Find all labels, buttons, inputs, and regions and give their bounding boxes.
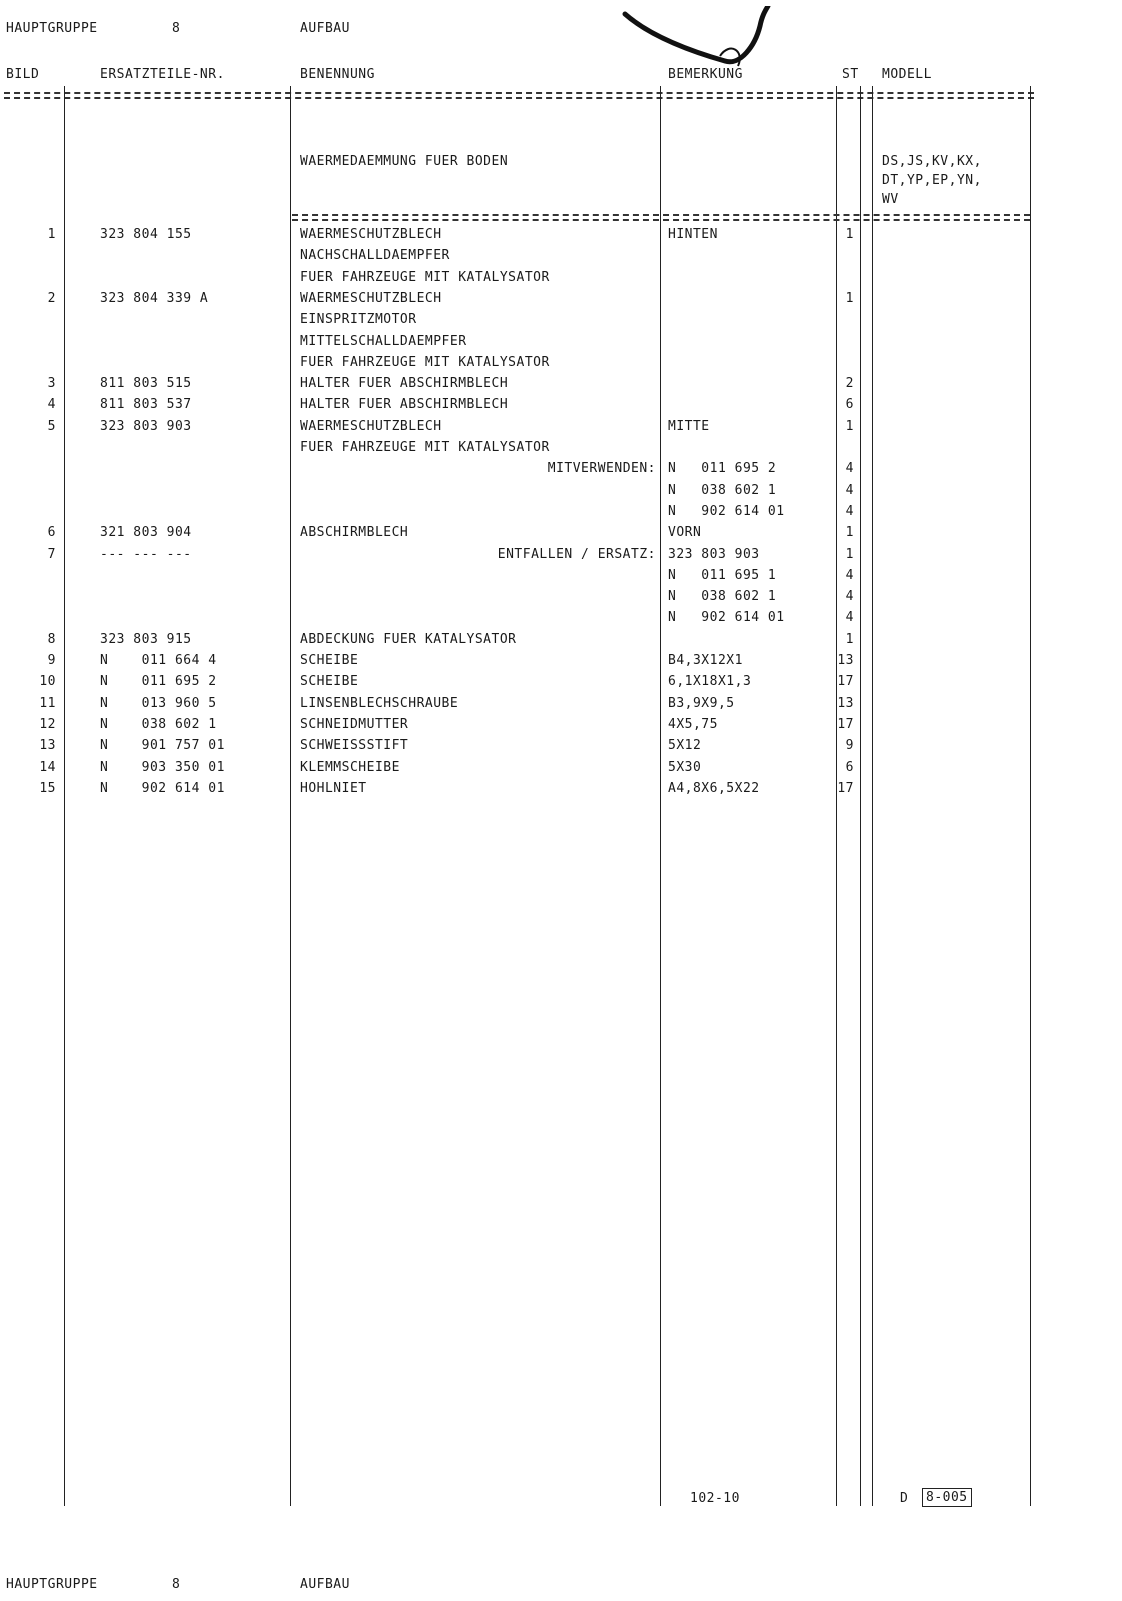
row-bild: 1 — [47, 227, 56, 242]
row-part-number: 321 803 904 — [100, 525, 192, 540]
reference-code-box: 8-005 — [922, 1488, 972, 1507]
row-bild: 15 — [39, 781, 56, 796]
row-st: 4 — [845, 568, 854, 583]
row-part-number: 811 803 537 — [100, 397, 192, 412]
row-part-number: N 011 695 2 — [100, 674, 217, 689]
col-header-modell: MODELL — [882, 67, 932, 82]
row-bemerkung: B3,9X9,5 — [668, 696, 735, 711]
row-bild: 10 — [39, 674, 56, 689]
row-bemerkung: A4,8X6,5X22 — [668, 781, 760, 796]
row-benennung: SCHEIBE — [300, 674, 359, 689]
row-benennung: FUER FAHRZEUGE MIT KATALYSATOR — [300, 355, 550, 370]
row-benennung: EINSPRITZMOTOR — [300, 312, 417, 327]
row-bemerkung: 5X30 — [668, 760, 702, 775]
row-part-number: N 901 757 01 — [100, 738, 225, 753]
row-bemerkung: N 011 695 1 — [668, 568, 777, 583]
row-st: 4 — [845, 589, 854, 604]
row-st: 1 — [845, 547, 854, 562]
row-benennung: WAERMESCHUTZBLECH — [300, 419, 442, 434]
row-bild: 11 — [39, 696, 56, 711]
row-st: 13 — [837, 696, 854, 711]
row-bemerkung: 5X12 — [668, 738, 702, 753]
row-benennung: NACHSCHALLDAEMPFER — [300, 248, 450, 263]
col-divider-3 — [660, 86, 661, 1506]
col-header-bemerkung: BEMERKUNG — [668, 67, 743, 82]
row-part-number: N 013 960 5 — [100, 696, 217, 711]
row-part-number: --- --- --- — [100, 547, 192, 562]
row-st: 6 — [845, 397, 854, 412]
col-divider-4 — [836, 86, 837, 1506]
row-benennung: HALTER FUER ABSCHIRMBLECH — [300, 376, 509, 391]
row-st: 13 — [837, 653, 854, 668]
section-modell-line-2: DT,YP,EP,YN, — [882, 173, 982, 188]
section-separator-bottom — [292, 219, 1030, 221]
section-modell-line-1: DS,JS,KV,KX, — [882, 154, 982, 169]
row-benennung-right: ENTFALLEN / ERSATZ: — [497, 547, 656, 562]
row-bemerkung: N 011 695 2 — [668, 461, 777, 476]
row-st: 1 — [845, 525, 854, 540]
row-st: 4 — [845, 610, 854, 625]
row-part-number: 323 804 339 A — [100, 291, 209, 306]
col-divider-5 — [860, 86, 861, 1506]
section-title: WAERMEDAEMMUNG FUER BODEN — [300, 154, 509, 169]
row-benennung: SCHNEIDMUTTER — [300, 717, 409, 732]
row-st: 1 — [845, 419, 854, 434]
row-st: 4 — [845, 483, 854, 498]
page-number: 102-10 — [690, 1491, 740, 1506]
col-header-ersatzteile-nr: ERSATZTEILE-NR. — [100, 67, 225, 82]
row-bild: 2 — [47, 291, 56, 306]
row-bemerkung: B4,3X12X1 — [668, 653, 743, 668]
ink-scribble — [620, 6, 780, 76]
row-st: 17 — [837, 781, 854, 796]
row-st: 4 — [845, 504, 854, 519]
row-benennung: KLEMMSCHEIBE — [300, 760, 400, 775]
row-benennung: LINSENBLECHSCHRAUBE — [300, 696, 459, 711]
col-header-st: ST — [842, 67, 859, 82]
row-part-number: N 011 664 4 — [100, 653, 217, 668]
row-benennung: WAERMESCHUTZBLECH — [300, 291, 442, 306]
row-bemerkung: HINTEN — [668, 227, 718, 242]
language-code: D — [900, 1491, 909, 1506]
col-divider-6 — [872, 86, 873, 1506]
row-benennung: MITTELSCHALLDAEMPFER — [300, 334, 467, 349]
row-benennung: ABDECKUNG FUER KATALYSATOR — [300, 632, 517, 647]
row-benennung: SCHWEISSSTIFT — [300, 738, 409, 753]
row-benennung: SCHEIBE — [300, 653, 359, 668]
hauptgruppe-number: 8 — [172, 21, 181, 36]
row-bemerkung: 323 803 903 — [668, 547, 760, 562]
row-bild: 9 — [47, 653, 56, 668]
row-benennung: HOHLNIET — [300, 781, 367, 796]
next-group-name: AUFBAU — [300, 1577, 350, 1592]
row-st: 1 — [845, 632, 854, 647]
row-benennung: FUER FAHRZEUGE MIT KATALYSATOR — [300, 270, 550, 285]
col-divider-2 — [290, 86, 291, 1506]
row-benennung: WAERMESCHUTZBLECH — [300, 227, 442, 242]
row-part-number: N 902 614 01 — [100, 781, 225, 796]
row-bild: 12 — [39, 717, 56, 732]
group-name: AUFBAU — [300, 21, 350, 36]
header-separator-bottom — [4, 97, 1034, 99]
row-bemerkung: N 902 614 01 — [668, 504, 785, 519]
col-header-benennung: BENENNUNG — [300, 67, 375, 82]
hauptgruppe-label: HAUPTGRUPPE — [6, 21, 98, 36]
row-bild: 3 — [47, 376, 56, 391]
row-bild: 8 — [47, 632, 56, 647]
next-hauptgruppe-number: 8 — [172, 1577, 181, 1592]
row-bild: 13 — [39, 738, 56, 753]
row-st: 2 — [845, 376, 854, 391]
row-bemerkung: N 902 614 01 — [668, 610, 785, 625]
row-bemerkung: VORN — [668, 525, 702, 540]
row-benennung: HALTER FUER ABSCHIRMBLECH — [300, 397, 509, 412]
row-st: 1 — [845, 227, 854, 242]
col-header-bild: BILD — [6, 67, 40, 82]
row-benennung-right: MITVERWENDEN: — [547, 461, 656, 476]
row-part-number: 323 803 903 — [100, 419, 192, 434]
row-st: 1 — [845, 291, 854, 306]
row-bemerkung: MITTE — [668, 419, 710, 434]
row-benennung: ABSCHIRMBLECH — [300, 525, 409, 540]
row-part-number: 811 803 515 — [100, 376, 192, 391]
row-benennung: FUER FAHRZEUGE MIT KATALYSATOR — [300, 440, 550, 455]
row-bild: 4 — [47, 397, 56, 412]
row-bild: 7 — [47, 547, 56, 562]
row-st: 6 — [845, 760, 854, 775]
row-bild: 6 — [47, 525, 56, 540]
col-divider-1 — [64, 86, 65, 1506]
row-bemerkung: 4X5,75 — [668, 717, 718, 732]
col-divider-7 — [1030, 86, 1031, 1506]
row-part-number: 323 803 915 — [100, 632, 192, 647]
header-separator-top — [4, 92, 1034, 94]
row-bild: 5 — [47, 419, 56, 434]
section-separator-top — [292, 214, 1030, 216]
row-st: 9 — [845, 738, 854, 753]
row-bemerkung: N 038 602 1 — [668, 589, 777, 604]
row-bemerkung: N 038 602 1 — [668, 483, 777, 498]
row-bild: 14 — [39, 760, 56, 775]
row-part-number: 323 804 155 — [100, 227, 192, 242]
row-part-number: N 903 350 01 — [100, 760, 225, 775]
row-bemerkung: 6,1X18X1,3 — [668, 674, 752, 689]
row-st: 17 — [837, 674, 854, 689]
row-st: 17 — [837, 717, 854, 732]
row-st: 4 — [845, 461, 854, 476]
section-modell-line-3: WV — [882, 192, 899, 207]
next-hauptgruppe-label: HAUPTGRUPPE — [6, 1577, 98, 1592]
row-part-number: N 038 602 1 — [100, 717, 217, 732]
